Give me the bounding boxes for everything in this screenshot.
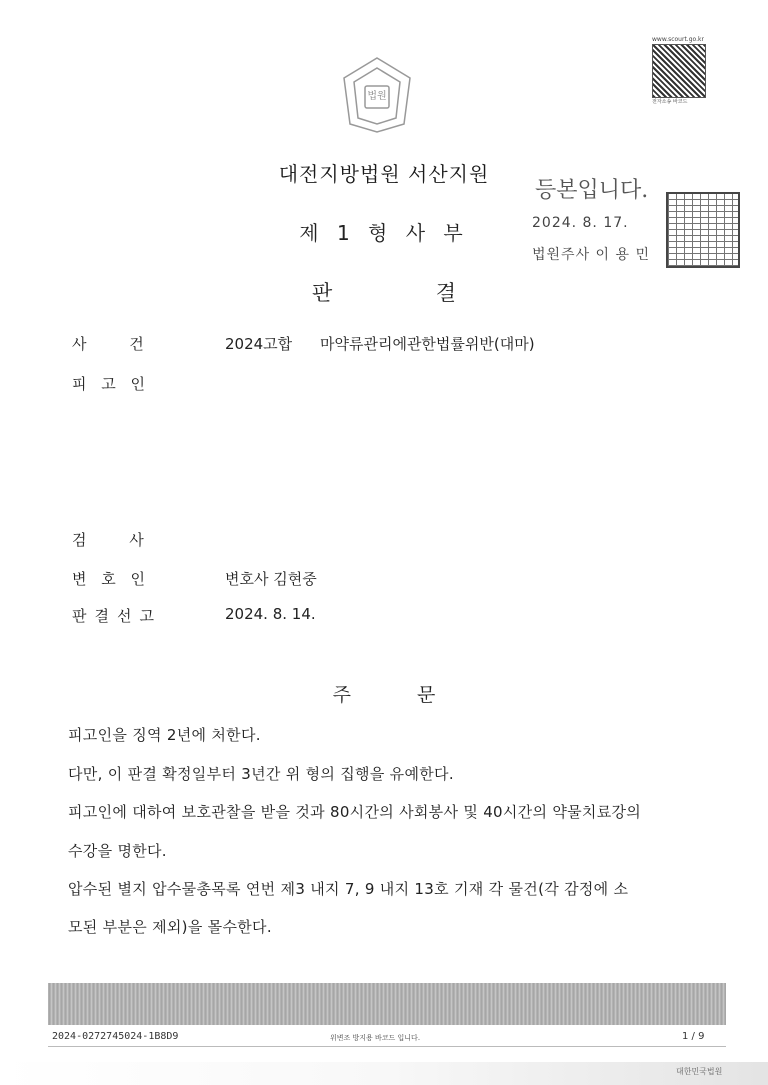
ruling-line: 수강을 명한다. — [68, 842, 167, 860]
certified-copy-stamp: 등본입니다. — [535, 178, 649, 203]
case-label: 사 건 — [72, 335, 144, 353]
ruling-title-char-1: 주 — [332, 684, 351, 706]
case-number: 2024고합 — [225, 335, 293, 353]
document-code: 2024-0272745024-1B8D9 — [52, 1031, 179, 1042]
qr-caption: 전자소송 바코드 — [652, 99, 688, 105]
footer-band — [0, 1062, 768, 1085]
ruling-line: 다만, 이 판결 확정일부터 3년간 위 형의 집행을 유예한다. — [68, 765, 454, 783]
ruling-title-char-2: 문 — [417, 684, 436, 706]
verdict-date-value: 2024. 8. 14. — [225, 605, 316, 623]
division-name: 제 1 형 사 부 — [299, 221, 469, 245]
page-number: 1 / 9 — [682, 1031, 705, 1042]
case-offense: 마약류관리에관한법률위반(대마) — [320, 335, 535, 353]
ruling-title — [0, 680, 768, 707]
emblem-label: 법원 — [367, 91, 387, 102]
official-seal — [666, 192, 740, 268]
qr-url: www.scourt.go.kr — [652, 36, 704, 43]
certification-date: 2024. 8. 17. — [532, 215, 629, 231]
certification-clerk: 법원주사 이 용 민 — [532, 247, 651, 263]
court-seal-text: 대한민국법원 — [676, 1067, 723, 1076]
prosecutor-label: 검 사 — [72, 531, 144, 549]
verdict-date-label: 판결선고 — [72, 607, 162, 625]
defendant-label: 피 고 인 — [72, 375, 146, 393]
attorney-value: 변호사 김현중 — [225, 570, 317, 588]
court-name: 대전지방법원 서산지원 — [278, 162, 490, 186]
ruling-line: 피고인을 징역 2년에 처한다. — [68, 726, 261, 744]
anti-forgery-barcode — [48, 983, 726, 1025]
attorney-label: 변 호 인 — [72, 570, 146, 588]
ruling-line: 피고인에 대하여 보호관찰을 받을 것과 80시간의 사회봉사 및 40시간의 약물치료강의 — [68, 803, 642, 821]
document-title — [0, 277, 768, 307]
ruling-line: 압수된 별지 압수물총목록 연번 제3 내지 7, 9 내지 13호 기재 각 물건(각 감정에 소 — [68, 880, 629, 898]
footer-divider — [48, 1046, 726, 1047]
title-char-2: 결 — [435, 281, 456, 305]
qr-code — [652, 44, 706, 98]
ruling-line: 모된 부분은 제외)을 몰수한다. — [68, 918, 272, 936]
title-char-1: 판 — [312, 281, 333, 305]
barcode-note: 위변조 방지용 바코드 입니다. — [330, 1034, 421, 1042]
